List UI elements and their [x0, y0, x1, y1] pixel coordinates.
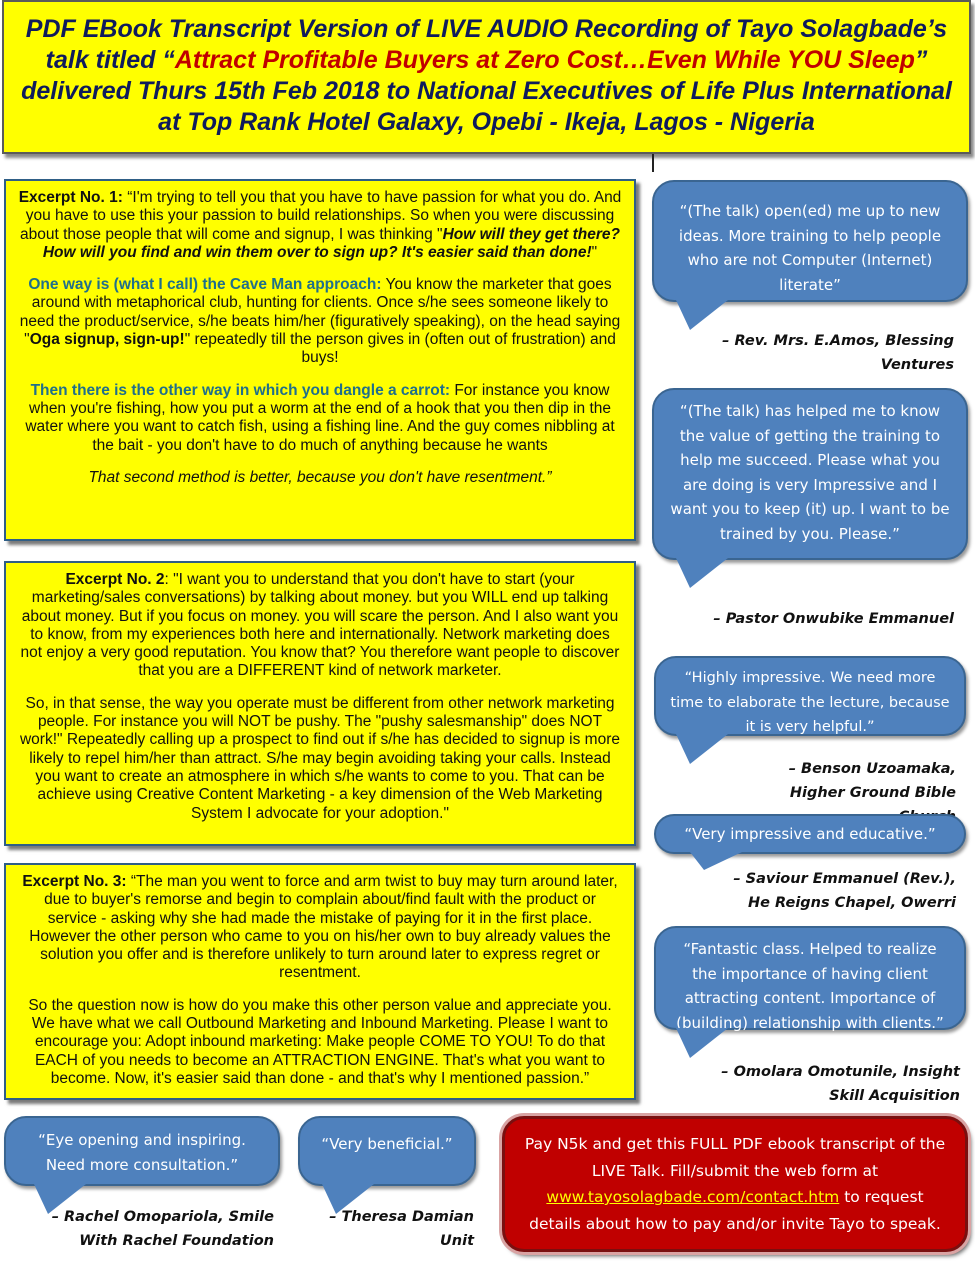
testimonial-5-bubble: [654, 926, 966, 1030]
testimonial-2-bubble: [652, 388, 968, 560]
testimonial-2-author: – Pastor Onwubike Emmanuel: [713, 611, 954, 627]
cave-man-text: You know the marketer that goes around with metaphorical club, hunting for clients. Once s/he sees someone likely to need the product/service, s/he beats him/her (figuratively speaking), on the head saying ": [19, 276, 621, 349]
excerpt-3-para-1: [18, 873, 622, 983]
testimonial-1-tail: [676, 300, 728, 330]
cave-man-label: One way is (what I call) the Cave Man approach:: [28, 276, 382, 294]
excerpt-1-label: Excerpt No. 1:: [18, 189, 123, 206]
excerpt-3-text: “The man you went to force and arm twist to buy may turn around later, due to buyer's remorse and begin to complain about/find fault with the product or service - asking why she had made the mistake of paying for it in the first place. However the other person who came to you on his/her own to buy already values the solution you offer and is therefore unlikely to turn around later to express regret or resentment.: [29, 873, 618, 982]
excerpt-1-para-2: [18, 276, 622, 367]
testimonial-2-quote: “(The talk) has helped me to know the value of getting the training to help me succeed. Please what you are doing is very Impressive and I want you to keep (it) up. I want to be trained by you. Please.”: [670, 402, 950, 543]
header-text-part2: ” delivered Thurs 15th Feb 2018 to National Executives of Life Plus International at Top Rank Hotel Galaxy, Opebi - Ikeja, Lagos - Nigeria: [21, 46, 952, 136]
excerpt-1-para-1: [18, 189, 622, 262]
excerpt-3-box: [4, 863, 636, 1100]
testimonial-1-quote: “(The talk) open(ed) me up to new ideas. More training to help people who are not Computer (Internet) literate”: [678, 202, 942, 294]
testimonial-4-quote: “Very impressive and educative.”: [684, 825, 936, 843]
testimonial-4-author: – Saviour Emmanuel (Rev.), He Reigns Chapel, Owerri: [733, 871, 956, 911]
testimonial-5-tail: [676, 1028, 728, 1058]
excerpt-2-para-1: [18, 571, 622, 681]
cave-man-text-end: " repeatedly till the person gives in (often out of frustration) and buys!: [184, 331, 616, 367]
excerpt-1-emphasis: How will they get there? How will you find and win them over to sign up? It's easier said than done!: [42, 225, 620, 261]
testimonial-6-quote: “Eye opening and inspiring. Need more consultation.”: [38, 1131, 246, 1174]
testimonial-6-author: – Rachel Omopariola, Smile With Rachel Foundation: [51, 1209, 274, 1249]
testimonial-2-tail: [676, 558, 728, 588]
carrot-text: For instance you know when you're fishing, how you put a worm at the end of a hook that you then dip in the water where you want to catch fish, using a fishing line. And the guy comes nibbling at the bait - you don't have to do much of anything because he wants: [25, 381, 615, 454]
testimonial-7-author: – Theresa Damian Unit: [329, 1209, 474, 1249]
testimonial-5-author: – Omolara Omotunile, Insight Skill Acquisition: [721, 1064, 960, 1104]
excerpt-2-label: Excerpt No. 2: [65, 571, 165, 588]
testimonial-7-bubble: [298, 1116, 476, 1186]
excerpt-1-text: “I'm trying to tell you that you have to have passion for what you do. And you have to use this your passion to build relationships. So when you were discussing about those people that will come and signup, I was thinking ": [20, 189, 622, 243]
testimonial-3-bubble: [654, 656, 966, 736]
excerpt-2-para-2: So, in that sense, the way you operate must be different from other network marketing people. For instance you will NOT be pushy. The "pushy salesmanship" does NOT work!" Repeatedly calling up a prospect to find out if s/he has decided to signup is more likely to repel him/her than attract. S/he may begin avoiding taking your calls. Instead you want to create an atmosphere in which s/he wants to come to you. That can be achieve using Creative Content Marketing - a key dimension of the Web Marketing System I advocate for your adoption.": [19, 694, 620, 822]
testimonial-1-author: – Rev. Mrs. E.Amos, Blessing Ventures: [722, 333, 954, 373]
carrot-label: Then there is the other way in which you dangle a carrot:: [30, 381, 451, 399]
excerpt-3-label: Excerpt No. 3:: [22, 873, 127, 890]
testimonial-3-tail: [676, 734, 728, 764]
talk-title: Attract Profitable Buyers at Zero Cost…Even While YOU Sleep: [174, 46, 915, 74]
contact-link[interactable]: www.tayosolagbade.com/contact.htm: [546, 1188, 840, 1206]
excerpt-1-para-3: [18, 382, 622, 455]
oga-signup-quote: Oga signup, sign-up!: [29, 331, 185, 349]
testimonial-3-quote: “Highly impressive. We need more time to elaborate the lecture, because it is very helpful.”: [670, 670, 950, 735]
excerpt-1-box: [4, 179, 636, 541]
page-header: [2, 0, 971, 154]
cta-box: [502, 1116, 968, 1252]
divider-tick: [652, 154, 654, 172]
excerpt-2-box: [4, 561, 636, 846]
cta-text-1: Pay N5k and get this FULL PDF ebook transcript of the LIVE Talk. Fill/submit the web form at: [524, 1135, 946, 1180]
excerpt-3-para-2: So the question now is how do you make this other person value and appreciate you. We have what we call Outbound Marketing and Inbound Marketing. Please I want to encourage you: Adopt inbound marketing: Make people COME TO YOU! To do that EACH of you needs to become an ATTRACTION ENGINE. That's what you want to become. Now, it's easier said than done - and that's why I mentioned passion.”: [28, 996, 612, 1087]
testimonial-1-bubble: [652, 180, 968, 302]
testimonial-5-quote: “Fantastic class. Helped to realize the importance of having client attracting content. Importance of (building) relationship with clients.”: [676, 940, 944, 1032]
excerpt-2-text: : "I want you to understand that you don't have to start (your marketing/sales conversations) by talking about money. but you WILL end up talking about money. But if you focus on money. you will scare the person. And I also want you to know, from my experiences both here and internationally. Network marketing does not enjoy a very good reputation. You know that? You therefore want people to discover that you are a DIFFERENT kind of network marketer.: [20, 571, 620, 680]
excerpt-1-quote-end: ": [591, 243, 598, 261]
cta-text-2: to request details about how to pay and/or invite Tayo to speak.: [529, 1188, 941, 1233]
testimonial-6-bubble: [4, 1116, 280, 1186]
excerpt-1-closing: That second method is better, because you don't have resentment.”: [88, 468, 552, 486]
testimonial-3-author: – Benson Uzoamaka, Higher Ground Bible: [788, 761, 956, 801]
header-text-part1: PDF EBook Transcript Version of LIVE AUDIO Recording of Tayo Solagbade’s talk titled “: [25, 15, 948, 74]
testimonial-4-bubble: [654, 814, 966, 854]
testimonial-7-quote: “Very beneficial.”: [321, 1135, 453, 1153]
